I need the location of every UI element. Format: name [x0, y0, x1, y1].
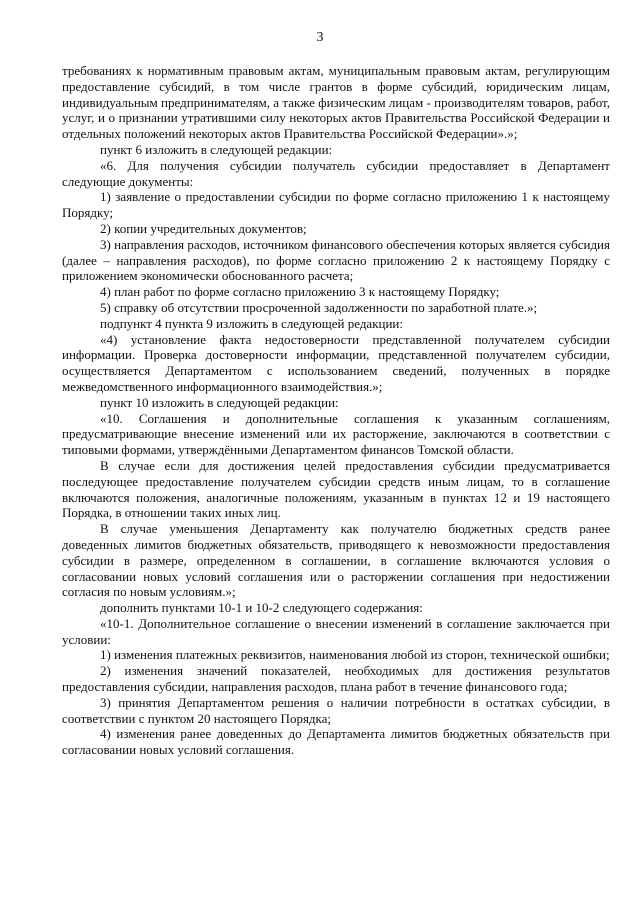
paragraph: «10-1. Дополнительное соглашение о внесении изменений в соглашение заключается при условии: — [62, 615, 610, 647]
paragraph: 5) справку об отсутствии просроченной задолженности по заработной плате.»; — [100, 299, 538, 315]
paragraph: 4) изменения ранее доведенных до Департамента лимитов бюджетных обязательств при согласовании новых условий соглашения. — [62, 726, 610, 758]
paragraph: В случае если для достижения целей предоставления субсидии предусматривается последующее предоставление получателем субсидии средств иным лицам, то в соглашение включаются положения, аналогичные положениям, указанным в пунктах 12 и 19 настоящего Порядка, в отношении таких иных лиц. — [62, 457, 610, 521]
paragraph: 1) заявление о предоставлении субсидии по форме согласно приложению 1 к настоящему Порядку; — [62, 189, 610, 221]
paragraph: пункт 6 изложить в следующей редакции: — [100, 141, 333, 157]
paragraph: «6. Для получения субсидии получатель субсидии предоставляет в Департамент следующие документы: — [62, 157, 610, 189]
document-body — [62, 63, 610, 758]
paragraph: «10. Соглашения и дополнительные соглашения к указанным соглашениям, предусматривающие внесение изменений или их расторжение, заключаются в соответствии с типовыми формами, утверждёнными Департаментом финансов Томской области. — [62, 410, 610, 458]
paragraph: 3) принятия Департаментом решения о наличии потребности в остатках субсидии, в соответствии с пунктом 20 настоящего Порядка; — [62, 694, 610, 726]
paragraph: 3) направления расходов, источником финансового обеспечения которых является субсидия (далее – направления расходов), по форме согласно приложению 2 к настоящему Порядку с приложением экономически обоснованного расчета; — [62, 236, 610, 284]
paragraph: пункт 10 изложить в следующей редакции: — [100, 394, 339, 410]
paragraph: 2) изменения значений показателей, необходимых для достижения результатов предоставления субсидии, направления расходов, плана работ в течение финансового года; — [62, 663, 610, 695]
paragraph: требованиях к нормативным правовым актам, муниципальным правовым актам, регулирующим предоставление субсидий, в том числе грантов в форме субсидий, юридическим лицам, индивидуальным предпринимателям, а также физическим лицам - производителям товаров, работ, услуг, и о признании утратившими силу некоторых актов Правительства Российской Федерации и отдельных положений некоторых актов Правительства Российской Федерации».»; — [62, 63, 610, 142]
paragraph: подпункт 4 пункта 9 изложить в следующей редакции: — [100, 315, 403, 331]
paragraph: 4) план работ по форме согласно приложению 3 к настоящему Порядку; — [100, 284, 500, 300]
paragraph: дополнить пунктами 10-1 и 10-2 следующего содержания: — [100, 600, 423, 616]
paragraph: В случае уменьшения Департаменту как получателю бюджетных средств ранее доведенных лимитов бюджетных обязательств, приводящего к невозможности предоставления субсидии в размере, определенном в соглашении, в соглашение включаются условия о согласовании новых условий соглашения или о расторжении соглашения при недостижении согласия по новым условиям.»; — [62, 521, 610, 600]
page-number: 3 — [316, 30, 324, 45]
paragraph: «4) установление факта недостоверности представленной получателем субсидии информации. Проверка достоверности информации, представленной получателем субсидии, осуществляется Департаментом с использованием сведений, полученных в порядке межведомственного информационного взаимодействия.»; — [62, 331, 610, 394]
paragraph: 2) копии учредительных документов; — [100, 220, 307, 236]
paragraph: 1) изменения платежных реквизитов, наименования любой из сторон, технической ошибки; — [100, 647, 610, 663]
